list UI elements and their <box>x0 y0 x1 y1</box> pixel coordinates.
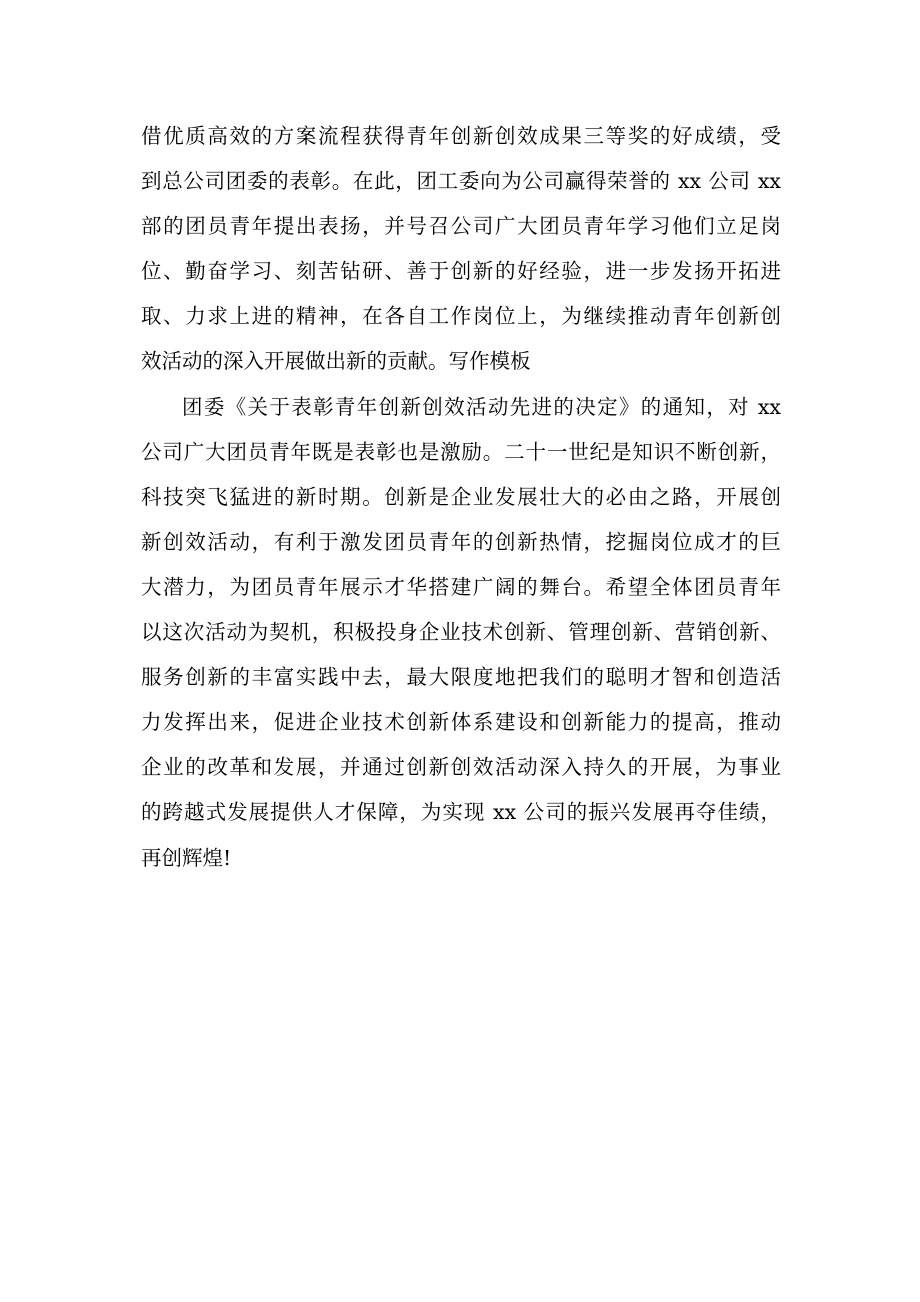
text-line: 位、勤奋学习、刻苦钻研、善于创新的好经验，进一步发扬开拓进 <box>141 259 781 284</box>
document-body <box>141 114 781 881</box>
text-line: 以这次活动为契机，积极投身企业技术创新、管理创新、营销创新、 <box>141 620 781 645</box>
text-line: 借优质高效的方案流程获得青年创新创效成果三等奖的好成绩，受 <box>141 124 781 148</box>
text-line: 服务创新的丰富实践中去，最大限度地把我们的聪明才智和创造活 <box>141 665 781 690</box>
text-line: 企业的改革和发展，并通过创新创效活动深入持久的开展，为事业 <box>141 755 781 780</box>
text-line: 的跨越式发展提供人才保障，为实现 xx 公司的振兴发展再夺佳绩， <box>141 800 781 825</box>
text-line: 部的团员青年提出表扬，并号召公司广大团员青年学习他们立足岗 <box>141 214 781 239</box>
text-line: 大潜力，为团员青年展示才华搭建广阔的舞台。希望全体团员青年 <box>141 574 781 599</box>
text-line: 到总公司团委的表彰。在此，团工委向为公司赢得荣誉的 xx 公司 xx <box>141 169 781 194</box>
text-line: 再创辉煌! <box>141 845 232 870</box>
paragraph-first-line: 团委《关于表彰青年创新创效活动先进的决定》的通知，对 xx <box>182 394 781 419</box>
text-line: 力发挥出来，促进企业技术创新体系建设和创新能力的提高，推动 <box>141 710 781 735</box>
text-line: 科技突飞猛进的新时期。创新是企业发展壮大的必由之路，开展创 <box>141 484 781 509</box>
text-line: 公司广大团员青年既是表彰也是激励。二十一世纪是知识不断创新， <box>141 439 781 464</box>
text-line: 新创效活动，有利于激发团员青年的创新热情，挖掘岗位成才的巨 <box>141 529 781 554</box>
text-line: 效活动的深入开展做出新的贡献。写作模板 <box>141 349 531 374</box>
text-line: 取、力求上进的精神，在各自工作岗位上，为继续推动青年创新创 <box>141 304 781 329</box>
